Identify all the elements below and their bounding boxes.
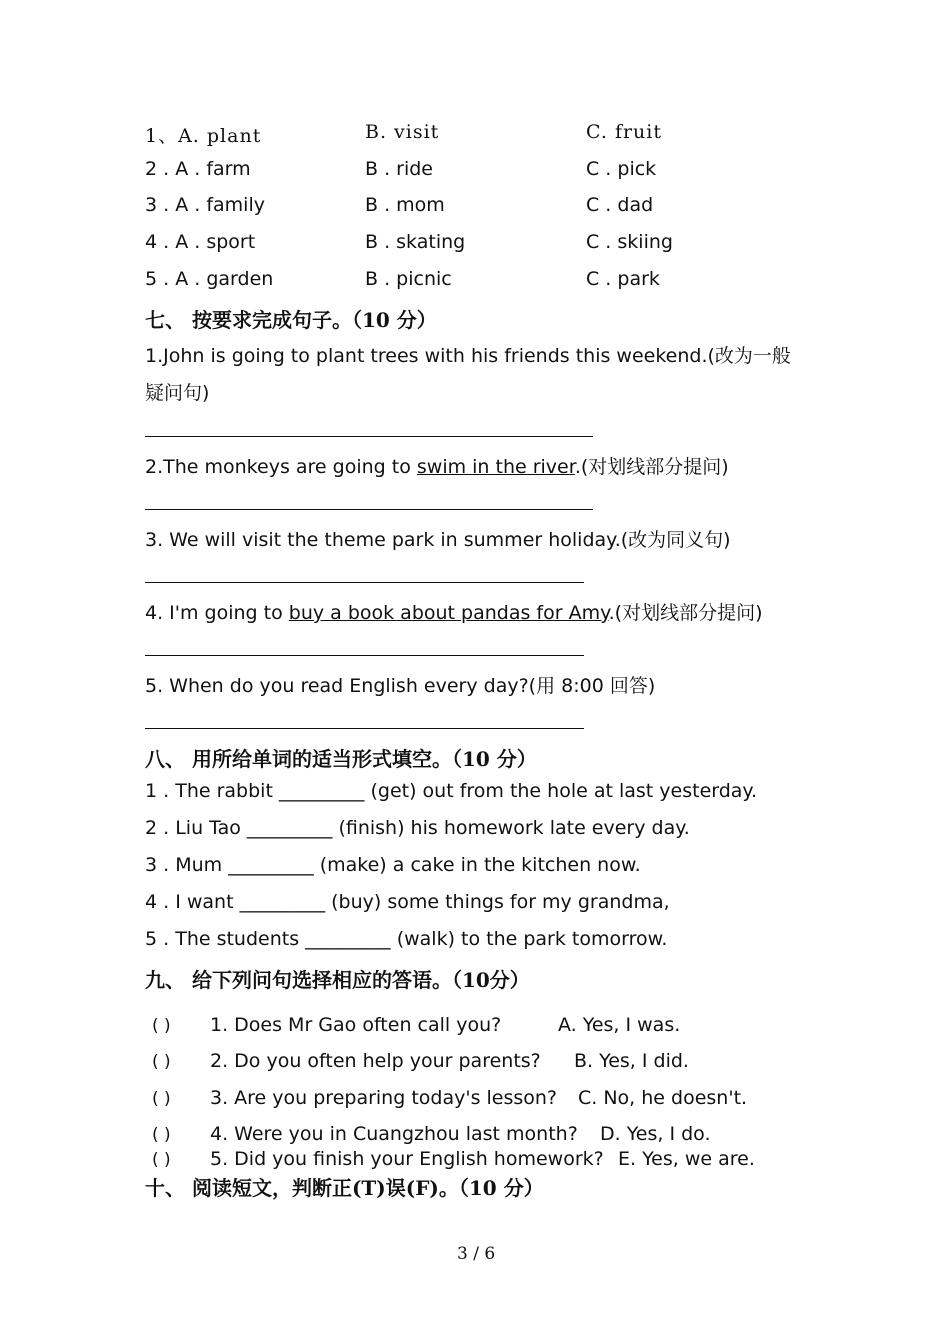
section7-q4-post: .(对划线部分提问) — [608, 602, 763, 624]
answer-paren-2[interactable]: ( ) — [152, 1052, 171, 1072]
choice-row-4-a: 4 . A . sport — [145, 231, 256, 253]
choice-row-3-b: B . mom — [365, 194, 445, 216]
section7-q2 — [145, 452, 729, 479]
match-question-4: 4. Were you in Cuangzhou last month? — [210, 1123, 578, 1145]
choice-row-2-b: B . ride — [365, 158, 433, 180]
choice-row-1-c: C. fruit — [586, 121, 663, 143]
section7-q4-pre: 4. I'm going to — [145, 602, 289, 624]
choice-row-5-b: B . picnic — [365, 268, 452, 290]
choice-row-4-c: C . skiing — [586, 231, 673, 253]
choice-row-3-c: C . dad — [586, 194, 654, 216]
section7-q2-post: .(对划线部分提问) — [574, 456, 729, 478]
answer-paren-3[interactable]: ( ) — [152, 1089, 171, 1109]
answer-paren-4[interactable]: ( ) — [152, 1125, 171, 1145]
fill-item-5: 5 . The students _________ (walk) to the park tomorrow. — [145, 928, 668, 950]
answer-line-2[interactable] — [145, 509, 593, 510]
section10-heading: 十、 阅读短文，判断正(T)误(F)。（10 分） — [145, 1176, 544, 1200]
match-answer-e: E. Yes, we are. — [618, 1148, 755, 1170]
choice-row-5-c: C . park — [586, 268, 660, 290]
section7-q1-line2: 疑问句) — [145, 382, 210, 404]
section7-q2-pre: 2.The monkeys are going to — [145, 456, 417, 478]
match-question-5: 5. Did you finish your English homework? — [210, 1148, 604, 1170]
answer-line-5[interactable] — [145, 728, 584, 729]
choice-row-1-a: 1、A. plant — [145, 125, 262, 147]
section7-q4-underlined: buy a book about pandas for Amy — [288, 602, 609, 624]
answer-paren-1[interactable]: ( ) — [152, 1016, 171, 1036]
fill-item-1: 1 . The rabbit _________ (get) out from the hole at last yesterday. — [145, 780, 758, 802]
choice-row-3-a: 3 . A . family — [145, 194, 265, 216]
choice-row-2-c: C . pick — [586, 158, 657, 180]
section7-heading: 七、 按要求完成句子。（10 分） — [145, 308, 437, 332]
section7-q3: 3. We will visit the theme park in summer holiday.(改为同义句) — [145, 529, 731, 551]
section7-q1-line1: 1.John is going to plant trees with his friends this weekend.(改为一般 — [145, 345, 791, 367]
choice-row-4-b: B . skating — [365, 231, 466, 253]
answer-line-1[interactable] — [145, 436, 593, 437]
fill-item-2: 2 . Liu Tao _________ (finish) his homework late every day. — [145, 817, 690, 839]
answer-line-3[interactable] — [145, 582, 584, 583]
choice-row-1-b: B. visit — [365, 121, 440, 143]
choice-row-5-a: 5 . A . garden — [145, 268, 274, 290]
answer-paren-5[interactable]: ( ) — [152, 1150, 171, 1170]
match-question-2: 2. Do you often help your parents? — [210, 1050, 541, 1072]
match-answer-a: A. Yes, I was. — [558, 1014, 681, 1036]
match-question-3: 3. Are you preparing today's lesson? — [210, 1087, 558, 1109]
section7-q4 — [145, 598, 763, 625]
match-answer-c: C. No, he doesn't. — [578, 1087, 748, 1109]
section7-q5: 5. When do you read English every day?(用 8:00 回答) — [145, 675, 656, 697]
section8-heading: 八、 用所给单词的适当形式填空。（10 分） — [145, 747, 537, 771]
match-question-1: 1. Does Mr Gao often call you? — [210, 1014, 502, 1036]
match-answer-d: D. Yes, I do. — [600, 1123, 711, 1145]
fill-item-4: 4 . I want _________ (buy) some things for my grandma, — [145, 891, 670, 913]
page-number: 3 / 6 — [457, 1244, 496, 1264]
choice-row-2-a: 2 . A . farm — [145, 158, 251, 180]
fill-item-3: 3 . Mum _________ (make) a cake in the kitchen now. — [145, 854, 641, 876]
match-answer-b: B. Yes, I did. — [574, 1050, 689, 1072]
section7-q2-underlined: swim in the river — [416, 456, 575, 478]
section9-heading: 九、 给下列问句选择相应的答语。（10分） — [145, 968, 530, 992]
answer-line-4[interactable] — [145, 655, 584, 656]
